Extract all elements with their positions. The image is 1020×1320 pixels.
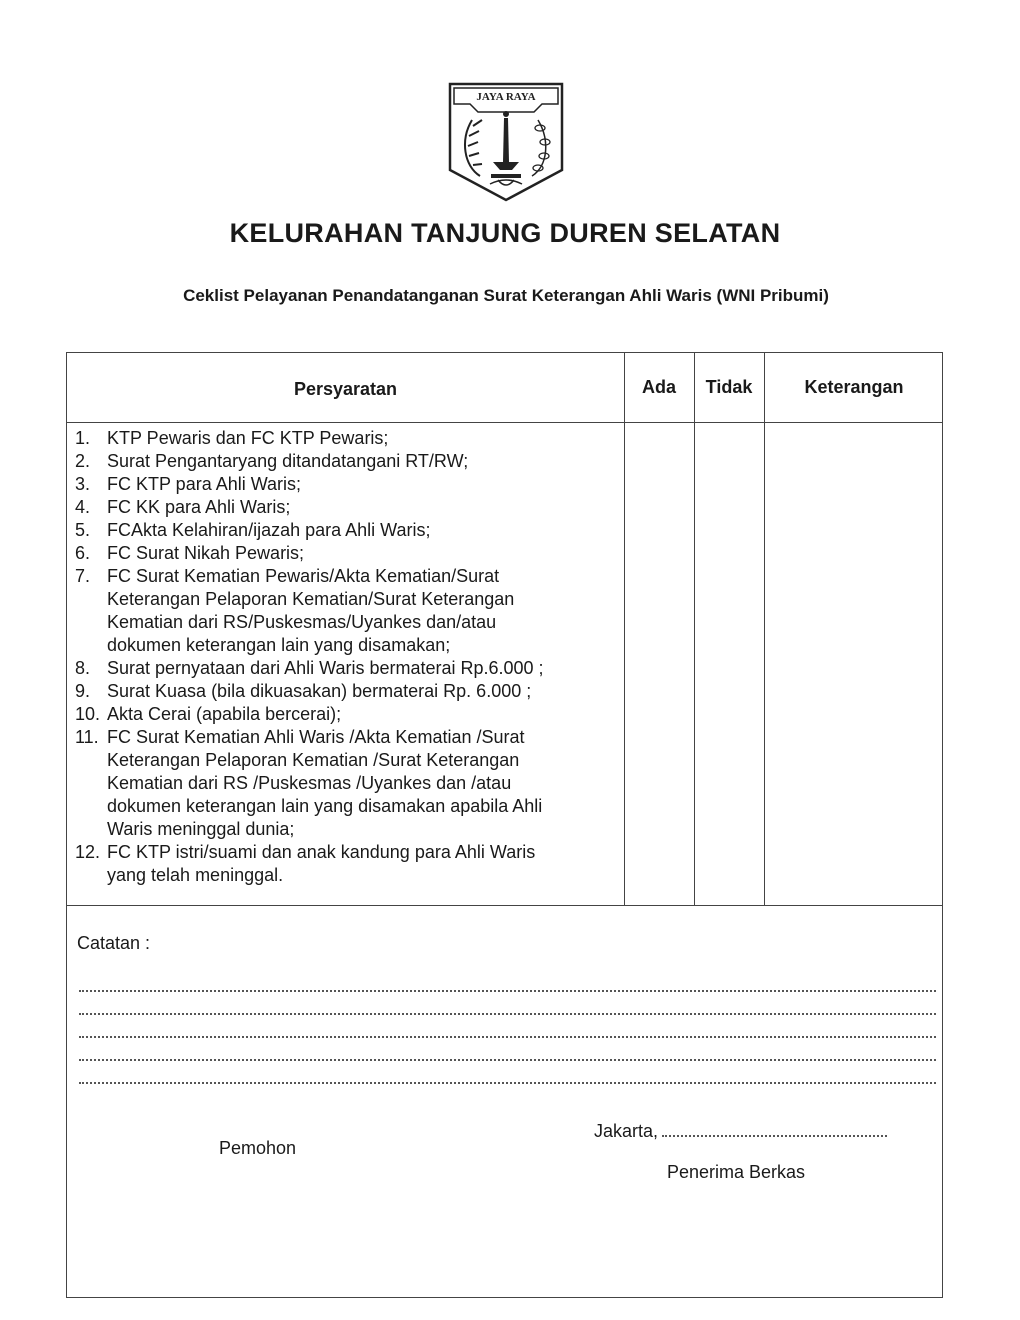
applicant-signature-label: Pemohon xyxy=(219,1138,297,1158)
item-number: 6. xyxy=(75,543,91,563)
column-header-tidak: Tidak xyxy=(705,377,753,397)
item-number: 3. xyxy=(75,474,91,494)
item-number: 10. xyxy=(75,704,101,724)
requirements-list xyxy=(75,427,544,887)
requirement-item xyxy=(75,519,544,542)
item-text-line: Waris meninggal dunia; xyxy=(107,819,295,839)
item-number: 12. xyxy=(75,842,101,862)
item-number: 5. xyxy=(75,520,91,540)
requirement-item xyxy=(75,703,544,726)
svg-text:JAYA RAYA: JAYA RAYA xyxy=(476,91,536,103)
column-divider xyxy=(764,353,765,905)
item-text-line: Keterangan Pelaporan Kematian/Surat Keterangan xyxy=(107,589,515,609)
item-number: 7. xyxy=(75,566,91,586)
notes-line[interactable] xyxy=(79,1036,936,1038)
item-text-line: FC KK para Ahli Waris; xyxy=(107,497,291,517)
item-number: 9. xyxy=(75,681,91,701)
item-text-line: KTP Pewaris dan FC KTP Pewaris; xyxy=(107,428,389,448)
item-number: 2. xyxy=(75,451,91,471)
item-text-line: FCAkta Kelahiran/ijazah para Ahli Waris; xyxy=(107,520,431,540)
item-text-line: Keterangan Pelaporan Kematian /Surat Keterangan xyxy=(107,750,520,770)
requirement-item xyxy=(75,565,544,657)
column-header-ada: Ada xyxy=(641,377,676,397)
body-divider xyxy=(67,905,942,906)
item-number: 1. xyxy=(75,428,91,448)
column-header-persyaratan: Persyaratan xyxy=(293,379,398,399)
requirement-item xyxy=(75,680,544,703)
item-text-line: Kematian dari RS/Puskesmas/Uyankes dan/atau xyxy=(107,612,497,632)
notes-line[interactable] xyxy=(79,1082,936,1084)
receiver-signature-label: Penerima Berkas xyxy=(667,1162,806,1182)
column-divider xyxy=(694,353,695,905)
item-text-line: FC Surat Nikah Pewaris; xyxy=(107,543,305,563)
requirement-item xyxy=(75,450,544,473)
item-text-line: FC Surat Kematian Pewaris/Akta Kematian/Surat xyxy=(107,566,500,586)
item-text-line: Kematian dari RS /Puskesmas /Uyankes dan /atau xyxy=(107,773,512,793)
column-divider xyxy=(624,353,625,905)
notes-line[interactable] xyxy=(79,1013,936,1015)
checklist-subtitle: Ceklist Pelayanan Penandatanganan Surat Keterangan Ahli Waris (WNI Pribumi) xyxy=(183,286,829,305)
item-text-line: Akta Cerai (apabila bercerai); xyxy=(107,704,342,724)
notes-line[interactable] xyxy=(79,1059,936,1061)
item-text-line: Surat Kuasa (bila dikuasakan) bermaterai Rp. 6.000 ; xyxy=(107,681,532,701)
requirement-item xyxy=(75,473,544,496)
item-text-line: yang telah meninggal. xyxy=(107,865,284,885)
date-blank[interactable] xyxy=(662,1135,887,1137)
requirement-item xyxy=(75,542,544,565)
requirement-item xyxy=(75,657,544,680)
column-header-keterangan: Keterangan xyxy=(804,377,904,397)
item-number: 4. xyxy=(75,497,91,517)
requirement-item xyxy=(75,726,544,841)
item-text-line: Surat Pengantaryang ditandatangani RT/RW; xyxy=(107,451,469,471)
item-text-line: FC KTP para Ahli Waris; xyxy=(107,474,302,494)
item-text-line: FC Surat Kematian Ahli Waris /Akta Kematian /Surat xyxy=(107,727,525,747)
item-text-line: Surat pernyataan dari Ahli Waris bermaterai Rp.6.000 ; xyxy=(107,658,544,678)
checklist-table xyxy=(66,352,943,1298)
office-title: KELURAHAN TANJUNG DUREN SELATAN xyxy=(229,218,781,248)
header-divider xyxy=(67,422,942,423)
requirement-item xyxy=(75,841,544,887)
item-number: 11. xyxy=(75,727,99,747)
date-label: Jakarta, xyxy=(594,1121,659,1141)
requirement-item xyxy=(75,427,544,450)
date-place-field xyxy=(594,1121,887,1142)
jakarta-coat-of-arms-logo xyxy=(446,80,566,202)
requirement-item xyxy=(75,496,544,519)
item-text-line: FC KTP istri/suami dan anak kandung para Ahli Waris xyxy=(107,842,536,862)
notes-line[interactable] xyxy=(79,990,936,992)
notes-label: Catatan : xyxy=(77,933,151,953)
item-text-line: dokumen keterangan lain yang disamakan apabila Ahli xyxy=(107,796,543,816)
item-number: 8. xyxy=(75,658,91,678)
item-text-line: dokumen keterangan lain yang disamakan; xyxy=(107,635,451,655)
